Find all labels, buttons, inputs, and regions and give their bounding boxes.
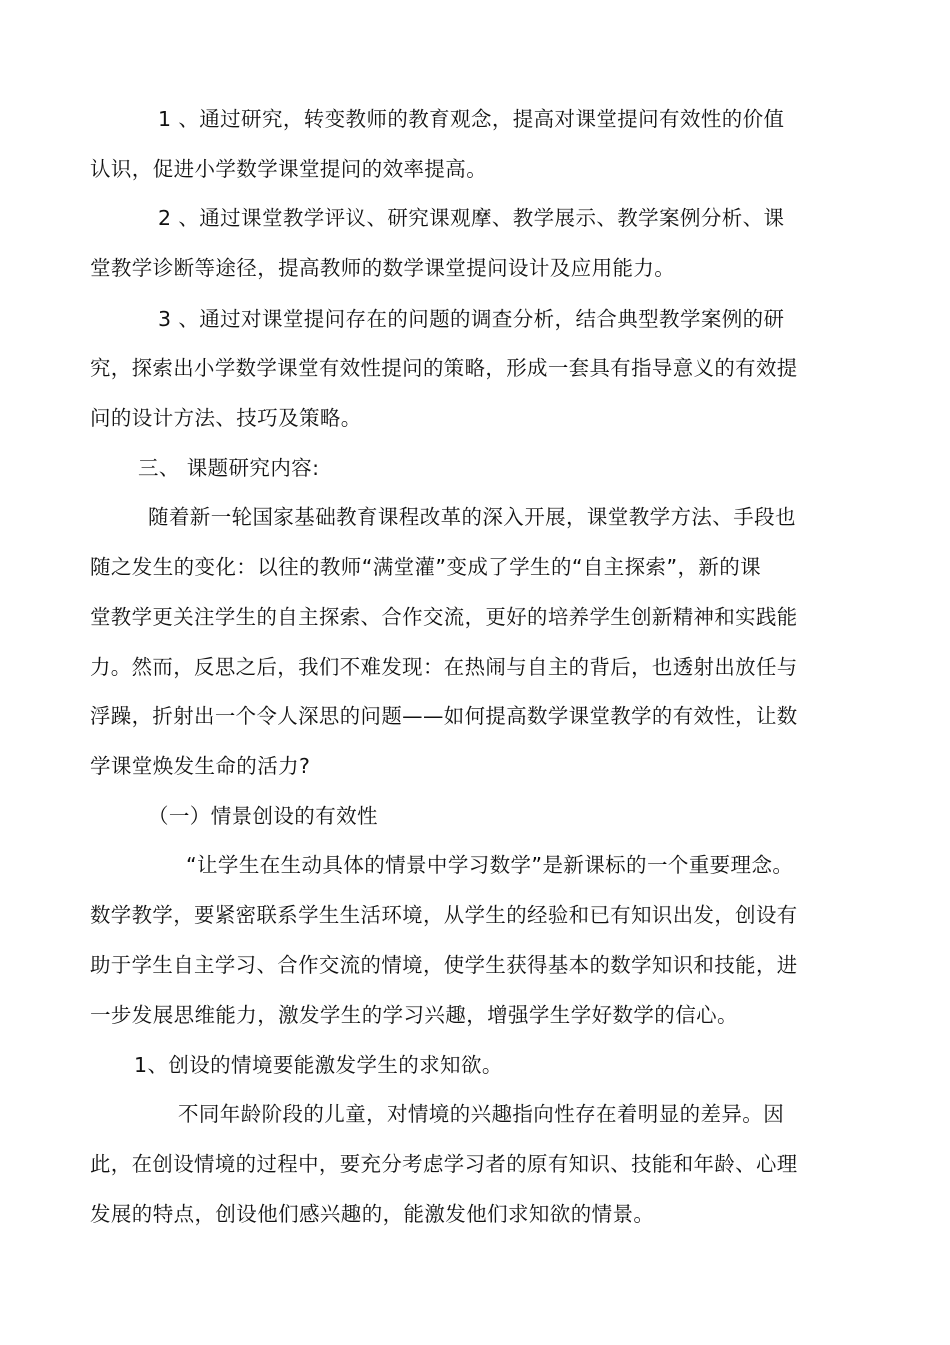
text-line: 堂教学更关注学生的自主探索、合作交流，更好的培养学生创新精神和实践能: [90, 605, 798, 629]
text-line: 堂教学诊断等途径，提高教师的数学课堂提问设计及应用能力。: [90, 256, 676, 280]
text-line: 2 、通过课堂教学评议、研究课观摩、教学展示、教学案例分析、课: [158, 206, 785, 230]
list-item-heading: 1、创设的情境要能激发学生的求知欲。: [134, 1053, 503, 1077]
text-line: 3 、通过对课堂提问存在的问题的调查分析，结合典型教学案例的研: [158, 307, 785, 331]
text-line: 认识，促进小学数学课堂提问的效率提高。: [90, 157, 488, 181]
text-line: 学课堂焕发生命的活力?: [90, 754, 311, 778]
text-line: 随之发生的变化：以往的教师“满堂灌”变成了学生的“自主探索”，新的课: [90, 555, 762, 579]
text-line: “让学生在生动具体的情景中学习数学”是新课标的一个重要理念。: [186, 853, 794, 877]
text-line: 助于学生自主学习、合作交流的情境，使学生获得基本的数学知识和技能，进: [90, 953, 798, 977]
text-line: 不同年龄阶段的儿童，对情境的兴趣指向性存在着明显的差异。因: [178, 1102, 785, 1126]
text-line: 究，探索出小学数学课堂有效性提问的策略，形成一套具有指导意义的有效提: [90, 356, 798, 380]
subsection-heading: （一）情景创设的有效性: [148, 804, 378, 828]
text-line: 随着新一轮国家基础教育课程改革的深入开展，课堂教学方法、手段也: [148, 505, 796, 529]
text-line: 发展的特点，创设他们感兴趣的，能激发他们求知欲的情景。: [90, 1202, 655, 1226]
text-line: 此，在创设情境的过程中，要充分考虑学习者的原有知识、技能和年龄、心理: [90, 1152, 798, 1176]
text-line: 数学教学，要紧密联系学生生活环境，从学生的经验和已有知识出发，创设有: [90, 903, 798, 927]
text-line: 浮躁，折射出一个令人深思的问题——如何提高数学课堂教学的有效性，让数: [90, 704, 798, 728]
text-line: 力。然而，反思之后，我们不难发现：在热闹与自主的背后，也透射出放任与: [90, 655, 798, 679]
text-line: 问的设计方法、技巧及策略。: [90, 406, 362, 430]
text-line: 一步发展思维能力，激发学生的学习兴趣，增强学生学好数学的信心。: [90, 1003, 738, 1027]
section-heading: 三、 课题研究内容:: [138, 456, 320, 480]
text-line: 1 、通过研究，转变教师的教育观念，提高对课堂提问有效性的价值: [158, 107, 785, 131]
